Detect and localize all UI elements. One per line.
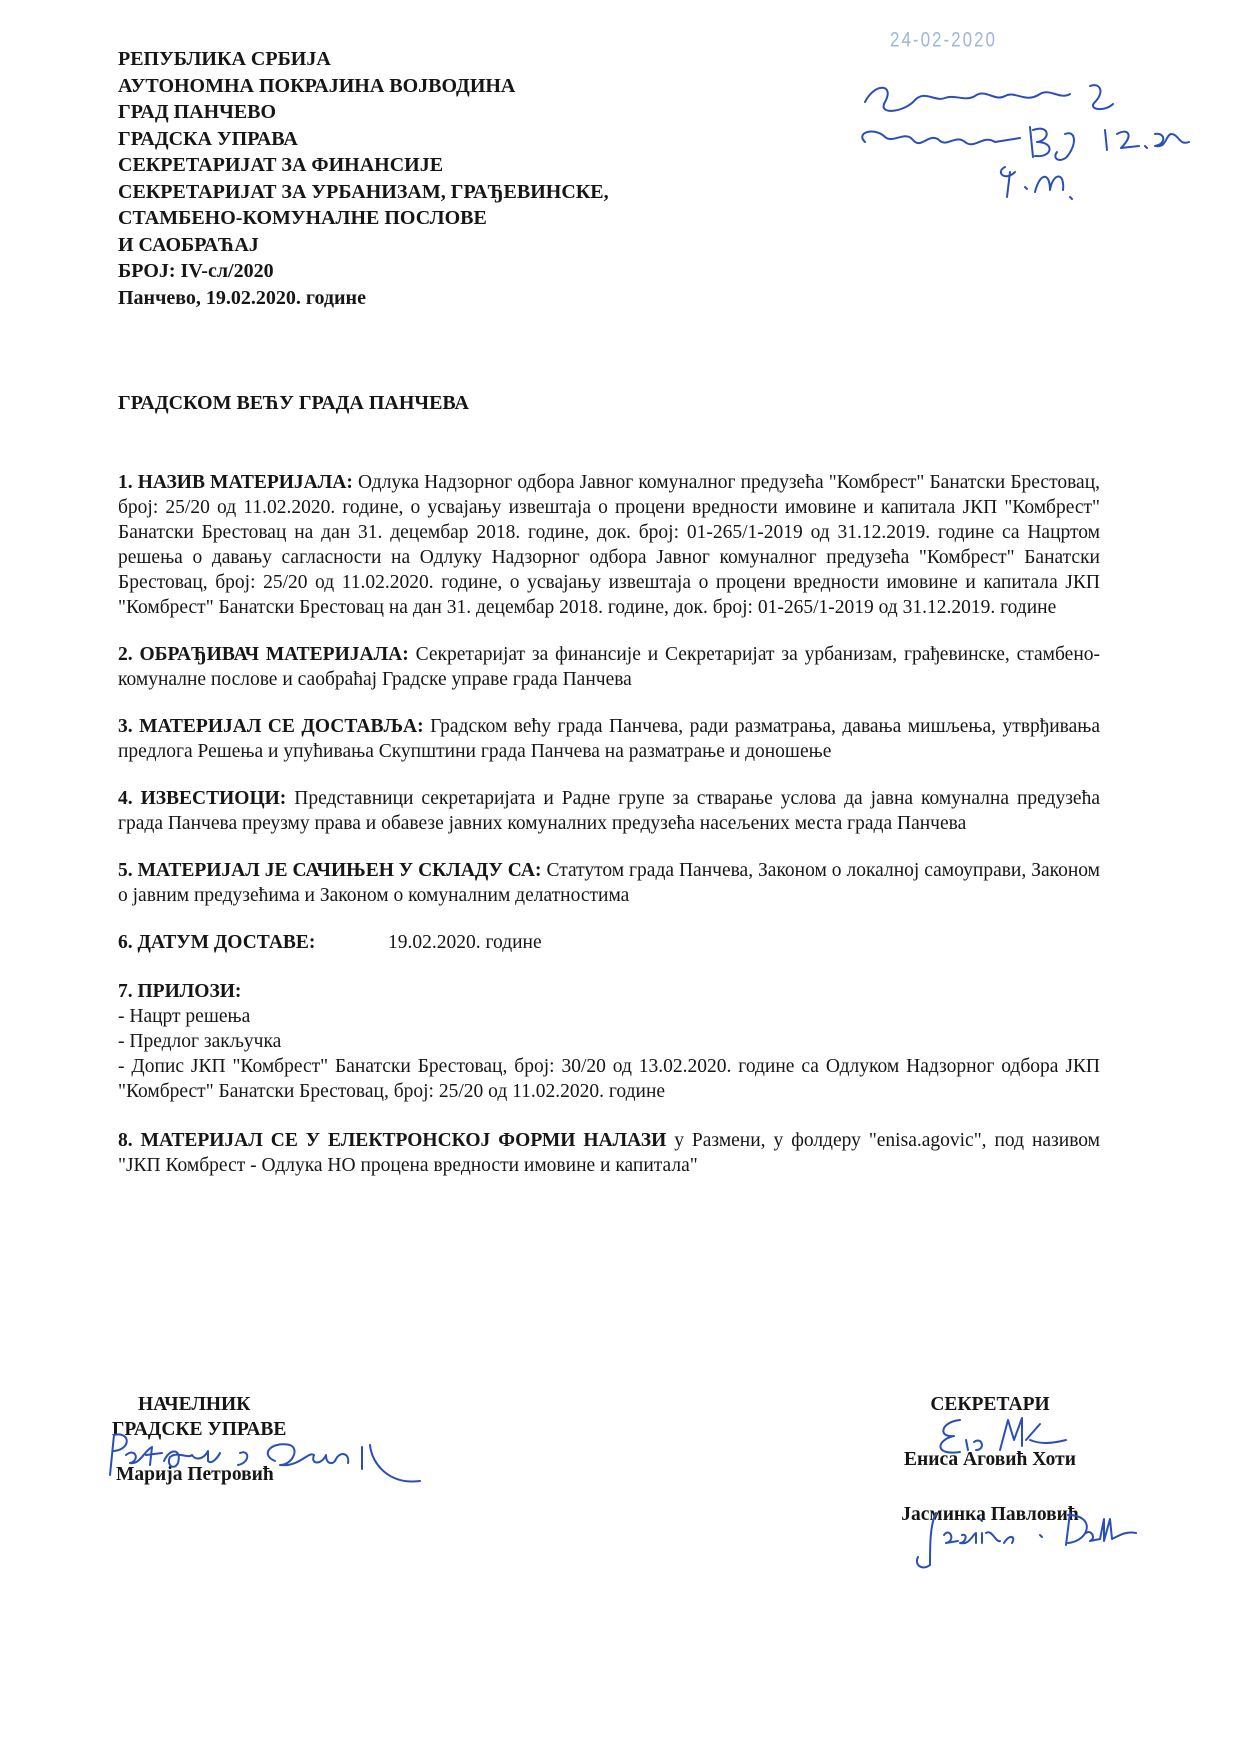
signatory-title: НАЧЕЛНИК [138, 1394, 251, 1415]
handwritten-note [855, 72, 1195, 202]
addressee: ГРАДСКОМ ВЕЋУ ГРАДА ПАНЧЕВА [118, 392, 469, 414]
document-body [118, 470, 1100, 1200]
signature-scribble-icon [900, 1505, 1140, 1575]
document-place-date: Панчево, 19.02.2020. године [118, 286, 366, 309]
section-attachments [118, 979, 1100, 1104]
section-compliance [118, 858, 1100, 908]
signatory-name: Ениса Аговић Хоти [904, 1449, 1076, 1470]
delivery-date-value: 19.02.2020. године [388, 932, 542, 953]
section-text: Одлука Надзорног одбора Јавног комуналног предузећа "Комбрест" Банатски Брестовац, број: 25/20 од 11.02.2020. године, о усвајању извештаја о процени вредности имовине и капитала ЈКП "Комбрест" Банатски Брестовац на дан 31. децембар 2018. године, док. број: 01-265/1-2019 од 31.12.2019. године са Нацртом решења о давању сагласности на Одлуку Надзорног одбора Јавног комуналног предузећа "Комбрест" Банатски Брестовац, број: 25/20 од 11.02.2020. године, о усвајању извештаја о процени вредности имовине и капитала ЈКП "Комбрест" Банатски Брестовац на дан 31. децембар 2018. године, док. број: 01-265/1-2019 од 31.12.2019. године [118, 472, 1100, 618]
attachment-item: - Допис ЈКП "Комбрест" Банатски Брестовац, број: 30/20 од 13.02.2020. године са Одлуком Надзорног одбора ЈКП "Комбрест" Банатски Брестовац, број: 25/20 од 11.02.2020. године [118, 1056, 1100, 1102]
section-text: Градском већу града Панчева, ради разматрања, давања мишљења, утврђивања предлога Решења и упућивања Скупштини града Панчева на разматрање и доношење [118, 716, 1100, 762]
section-label: 3. МАТЕРИЈАЛ СЕ ДОСТАВЉА: [118, 716, 424, 737]
section-label: 2. ОБРАЂИВАЧ МАТЕРИЈАЛА: [118, 644, 409, 665]
section-text: Секретаријат за финансије и Секретаријат за урбанизам, грађевинске, стамбено-комуналне послове и саобраћај Градске управе града Панчева [118, 644, 1100, 690]
signatory-name: Јасминка Павловић [901, 1504, 1079, 1525]
signatory-name: Марија Петровић [116, 1464, 274, 1485]
header-line-province: АУТОНОМНА ПОКРАЈИНА ВОЈВОДИНА [118, 74, 516, 97]
section-text: Статутом града Панчева, Законом о локалној самоуправи, Законом о јавним предузећима и Законом о комуналним делатностима [118, 860, 1101, 906]
section-delivery-date [118, 930, 1100, 955]
header-line-administration: ГРАДСКА УПРАВА [118, 127, 298, 150]
signatory-title: ГРАДСКЕ УПРАВЕ [112, 1419, 287, 1440]
section-material-name [118, 470, 1100, 620]
header-line-communal: СТАМБЕНО-КОМУНАЛНЕ ПОСЛОВЕ [118, 207, 487, 229]
header-line-urbanism-secretariat: СЕКРЕТАРИЈАТ ЗА УРБАНИЗАМ, ГРАЂЕВИНСКЕ, [118, 180, 609, 203]
section-electronic-form [118, 1128, 1100, 1178]
section-material-delivered [118, 714, 1100, 764]
header-line-traffic: И САОБРАЋАЈ [118, 233, 259, 256]
section-label: 1. НАЗИВ МАТЕРИЈАЛА: [118, 472, 353, 493]
signature-scribble-icon [100, 1425, 450, 1495]
header-line-finance-secretariat: СЕКРЕТАРИЈАТ ЗА ФИНАНСИЈЕ [118, 154, 444, 176]
section-material-processor [118, 642, 1100, 692]
signature-scribble-icon [930, 1410, 1070, 1460]
attachments-label: 7. ПРИЛОЗИ: [118, 981, 242, 1002]
handwritten-signature-secretary-1 [930, 1410, 1070, 1460]
section-reporters [118, 786, 1100, 836]
section-text: у Размени, у фолдеру "enisa.agovic", под називом "ЈКП Комбрест - Одлука НО процена вредности имовине и капитала" [118, 1130, 1100, 1176]
signatory-title: СЕКРЕТАРИ [930, 1394, 1050, 1415]
received-date-stamp: 24-02-2020 [890, 27, 997, 52]
attachment-item: - Нацрт решења [118, 1006, 251, 1027]
handwriting-scribble-icon [855, 72, 1195, 202]
delivery-date-label: 6. ДАТУМ ДОСТАВЕ: [118, 932, 316, 953]
document-header [118, 46, 609, 311]
handwritten-signature-secretary-2 [900, 1505, 1140, 1575]
header-line-republic: РЕПУБЛИКА СРБИЈА [118, 48, 331, 70]
header-line-city: ГРАД ПАНЧЕВО [118, 101, 277, 123]
section-label: 8. МАТЕРИЈАЛ СЕ У ЕЛЕКТРОНСКОЈ ФОРМИ НАЛАЗИ [118, 1130, 667, 1151]
attachment-item: - Предлог закључка [118, 1031, 282, 1052]
handwritten-signature-left [100, 1425, 450, 1495]
section-label: 4. ИЗВЕСТИОЦИ: [118, 788, 287, 809]
section-text: Представници секретаријата и Радне групе за стварање услова да јавна комунална предузећа града Панчева преузму права и обавезе јавних комуналних предузећа насељених места града Панчева [118, 788, 1100, 834]
document-number: БРОЈ: IV-сл/2020 [118, 260, 274, 282]
section-label: 5. МАТЕРИЈАЛ ЈЕ САЧИЊЕН У СКЛАДУ СА: [118, 860, 542, 881]
